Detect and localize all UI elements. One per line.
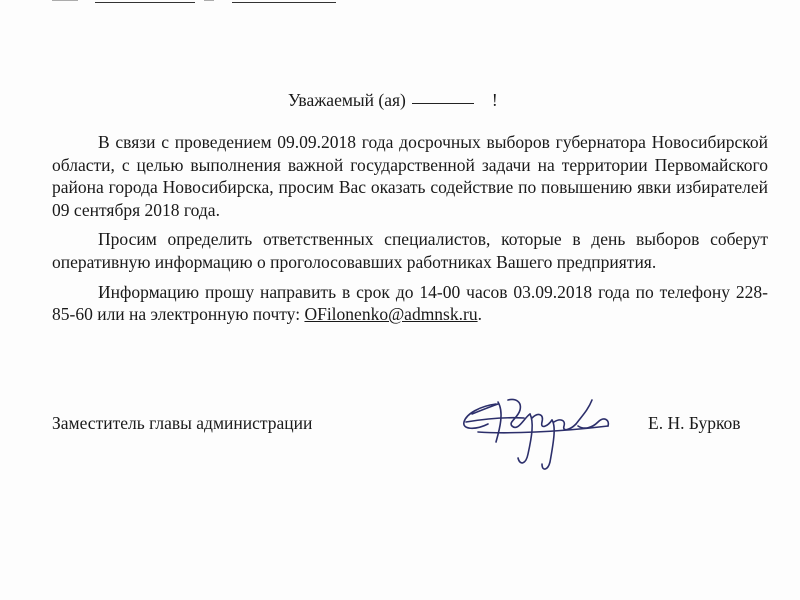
cropped-header-text	[204, 0, 214, 1]
signatory-name: Е. Н. Бурков	[648, 413, 741, 433]
contact-text: Информацию прошу направить в срок до 14-00 часов 03.09.2018 года по телефону 228-85-60 или на электронную почту:	[52, 281, 768, 325]
paragraph-request: В связи с проведением 09.09.2018 года досрочных выборов губернатора Новосибирской области, с целью выполнения важной государственной задачи на территории Первомайского района города Новосибирска, просим Вас оказать содействие по повышению явки избирателей 09 сентября 2018 года.	[52, 132, 768, 220]
letter-body	[52, 131, 768, 333]
header-blank-field	[232, 0, 336, 3]
recipient-blank	[412, 103, 474, 104]
signature-block	[52, 413, 762, 473]
handwritten-signature-icon	[458, 392, 654, 478]
header-blank-field	[95, 0, 195, 3]
signatory-position: Заместитель главы администрации	[52, 413, 313, 433]
contact-email: OFilonenko@admnsk.ru	[304, 304, 478, 325]
greeting-exclamation: !	[491, 90, 498, 110]
cropped-header-text	[52, 0, 78, 1]
greeting-line	[288, 90, 498, 111]
paragraph-responsible: Просим определить ответственных специалистов, которые в день выборов соберут оперативную информацию о проголосовавших работниках Вашего предприятия.	[52, 229, 768, 272]
contact-text-end: .	[477, 304, 482, 325]
greeting-salutation: Уважаемый (ая)	[288, 90, 406, 110]
paragraph-contact	[52, 281, 768, 326]
